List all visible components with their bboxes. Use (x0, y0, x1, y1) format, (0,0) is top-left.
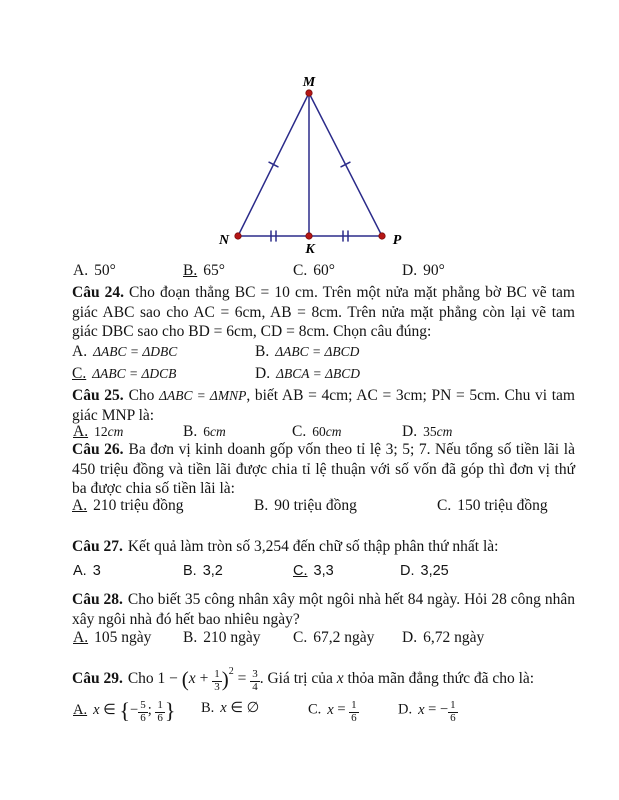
q28-option-c-label: C. (293, 629, 308, 646)
q25-option-c-label: C. (292, 423, 307, 440)
q23-option-b-label: B. (183, 262, 198, 279)
q23-option-a-label: A. (73, 262, 89, 279)
question-27-body: Kết quả làm tròn số 3,254 đến chữ số thập phân thứ nhất là: (127, 538, 499, 555)
fraction-five-sixths: $\frac{5}{6}$ (140, 699, 146, 724)
fraction-one-sixth: $\frac{1}{6}$ (157, 699, 163, 724)
q25-option-c (292, 423, 341, 441)
semicolon-separator: ; (147, 702, 156, 718)
q26-option-b (254, 497, 357, 515)
question-25-text (72, 386, 575, 425)
q24-option-b-label: B. (255, 343, 270, 360)
q25-option-b-value: 6 (203, 424, 210, 439)
question-25-math: ΔABC = ΔMNP (159, 388, 247, 403)
q23-option-d-value: 90° (423, 262, 445, 279)
vertex-label-k: K (305, 242, 315, 257)
question-25-number: Câu 25. (72, 387, 124, 404)
vertex-dot-p (379, 233, 385, 239)
q23-option-c (293, 262, 335, 280)
q29-option-a-label: A. (73, 702, 88, 718)
q27-option-d-value: 3,25 (420, 563, 449, 579)
close-paren: ) (221, 667, 229, 691)
question-29-post1: . Giá trị của (259, 670, 337, 687)
q27-option-a-value: 3 (92, 563, 101, 579)
q28-option-a (73, 629, 151, 647)
q24-option-d (255, 365, 360, 383)
q27-option-a-label: A. (73, 563, 87, 579)
vertex-dot-m (306, 90, 312, 96)
q29-option-c-var: x (327, 701, 334, 718)
question-26-text (72, 440, 575, 499)
q25-option-a-value: 12 (94, 424, 108, 439)
question-29-number: Câu 29. (72, 670, 123, 687)
question-27-text (72, 537, 575, 557)
vertex-label-m: M (302, 75, 316, 90)
q28-option-c-value: 67,2 ngày (313, 629, 375, 646)
question-26-options-row (0, 497, 619, 517)
plus-sign: + (195, 670, 213, 687)
q25-option-b-unit: cm (209, 424, 226, 439)
q24-option-d-value: ΔBCA = ΔBCD (276, 366, 361, 381)
q28-option-a-value: 105 ngày (94, 629, 152, 646)
q24-option-a-value: ΔABC = ΔDBC (93, 344, 178, 359)
question-24-body: Cho đoạn thẳng BC = 10 cm. Trên một nửa mặt phẳng bờ BC vẽ tam giác ABC sao cho AC = 6cm, AB = 8cm. Trên nửa mặt phẳng còn lại vẽ tam giác DBC sao cho BD = 6cm, CD = 8cm. Chọn câu đúng: (72, 284, 575, 340)
q29-option-b-rel: ∈ ∅ (226, 700, 260, 716)
q26-option-b-value: 90 triệu đồng (274, 497, 357, 514)
minus-sign: − (130, 702, 139, 718)
q28-option-a-label: A. (73, 629, 89, 646)
question-27-number: Câu 27. (72, 538, 123, 555)
q29-option-c (308, 700, 359, 724)
q23-option-a-value: 50° (94, 262, 116, 279)
q27-option-d (400, 563, 449, 579)
open-brace: { (119, 698, 130, 723)
q27-option-a (73, 563, 101, 579)
q28-option-b-label: B. (183, 629, 198, 646)
vertex-dot-k (306, 233, 312, 239)
q29-option-c-label: C. (308, 701, 322, 718)
question-24-text (72, 283, 575, 342)
fraction-one-sixth: $\frac{1}{6}$ (450, 699, 456, 724)
q25-option-c-value: 60 (312, 424, 326, 439)
q24-option-c-value: ΔABC = ΔDCB (92, 366, 177, 381)
q29-option-b-label: B. (201, 700, 215, 716)
q27-option-d-label: D. (400, 563, 415, 579)
q27-option-c-label: C. (293, 563, 308, 579)
q25-option-b-label: B. (183, 423, 198, 440)
q25-option-b (183, 423, 226, 441)
question-26-body: Ba đơn vị kinh doanh gốp vốn theo tỉ lệ 3; 5; 7. Nếu tổng số tiền lãi là 450 triệu đồng và tiền lãi được chia tỉ lệ thuận với số vốn đã góp thì đơn vị thứ ba được chia số tiền lãi là: (72, 441, 575, 497)
q27-option-c (293, 563, 334, 579)
q25-option-c-unit: cm (325, 424, 342, 439)
q29-option-b (201, 700, 259, 717)
question-29-variable2: x (336, 670, 344, 687)
q26-option-c-label: C. (437, 497, 452, 514)
fraction-three-fourths: $\frac{3}{4}$ (252, 668, 258, 693)
q29-option-a (73, 700, 175, 724)
triangle-svg (213, 74, 413, 259)
q29-option-d (398, 700, 458, 724)
q23-option-b-value: 65° (203, 262, 225, 279)
question-25-post: , biết AB = 4cm; AC = 3cm; PN = 5cm. Chu vi tam giác MNP là: (72, 387, 575, 424)
q23-option-d-label: D. (402, 262, 418, 279)
q23-option-b (183, 262, 225, 280)
fraction-one-sixth: $\frac{1}{6}$ (351, 699, 357, 724)
question-26-number: Câu 26. (72, 441, 124, 458)
q24-option-c-label: C. (72, 365, 87, 382)
question-24-number: Câu 24. (72, 284, 125, 301)
question-29-pre: Cho 1 − (127, 670, 182, 687)
q26-option-c-value: 150 triệu đồng (457, 497, 548, 514)
question-25-pre: Cho (128, 387, 160, 404)
q29-option-d-rel: = − (424, 701, 449, 718)
q29-option-d-var: x (418, 701, 425, 718)
q27-option-c-value: 3,3 (313, 563, 334, 579)
q25-option-a (73, 423, 123, 441)
question-29-variable: x (188, 670, 196, 687)
q23-option-d (402, 262, 445, 280)
question-29-options-row (0, 700, 619, 730)
q26-option-a-label: A. (72, 497, 88, 514)
q26-option-b-label: B. (254, 497, 269, 514)
open-paren: ( (181, 667, 189, 691)
q27-option-b (183, 563, 223, 579)
q28-option-d (402, 629, 484, 647)
question-23-options-row (0, 262, 619, 282)
q24-option-a-label: A. (72, 343, 88, 360)
q29-option-d-label: D. (398, 701, 413, 718)
triangle-figure (213, 74, 413, 264)
q24-option-a (72, 343, 177, 361)
q26-option-a (72, 497, 183, 515)
q29-option-a-var: x (93, 702, 100, 718)
q24-option-c (72, 365, 176, 383)
vertex-label-p: P (392, 233, 402, 248)
q25-option-d (402, 423, 452, 441)
q24-option-b (255, 343, 359, 361)
question-29-text (72, 662, 612, 693)
question-28-body: Cho biết 35 công nhân xây một ngôi nhà hết 84 ngày. Hỏi 28 công nhân xây ngôi nhà đó hết bao nhiêu ngày? (72, 591, 575, 628)
fraction-one-third: $\frac{1}{3}$ (214, 668, 220, 693)
q27-option-b-label: B. (183, 563, 197, 579)
exponent: 2 (228, 666, 234, 677)
q29-option-b-var: x (220, 700, 227, 716)
q28-option-c (293, 629, 374, 647)
q28-option-d-label: D. (402, 629, 418, 646)
vertex-dot-n (235, 233, 241, 239)
q29-option-c-rel: = (333, 701, 350, 718)
q28-option-b-value: 210 ngày (203, 629, 261, 646)
q25-option-d-unit: cm (436, 424, 453, 439)
q25-option-a-label: A. (73, 423, 89, 440)
close-brace: } (164, 698, 176, 723)
q25-option-d-value: 35 (423, 424, 437, 439)
q26-option-c (437, 497, 548, 515)
q23-option-a (73, 262, 116, 280)
q26-option-a-value: 210 triệu đồng (93, 497, 184, 514)
equals-sign: = (233, 670, 251, 687)
q23-option-c-value: 60° (313, 262, 335, 279)
question-29-post2: thỏa mãn đẳng thức đã cho là: (343, 670, 535, 687)
question-28-options-row (0, 629, 619, 649)
q28-option-d-value: 6,72 ngày (423, 629, 485, 646)
vertex-label-n: N (218, 233, 230, 248)
q24-option-b-value: ΔABC = ΔBCD (275, 344, 360, 359)
q23-option-c-label: C. (293, 262, 308, 279)
q25-option-a-unit: cm (107, 424, 124, 439)
question-28-number: Câu 28. (72, 591, 123, 608)
question-28-text (72, 590, 575, 629)
question-27-options-row (0, 563, 619, 583)
q24-option-d-label: D. (255, 365, 271, 382)
q27-option-b-value: 3,2 (202, 563, 223, 579)
q25-option-d-label: D. (402, 423, 418, 440)
element-of-symbol: ∈ (99, 702, 120, 718)
question-24-options-row-1 (0, 343, 619, 363)
question-24-options-row-2 (0, 365, 619, 385)
q28-option-b (183, 629, 260, 647)
